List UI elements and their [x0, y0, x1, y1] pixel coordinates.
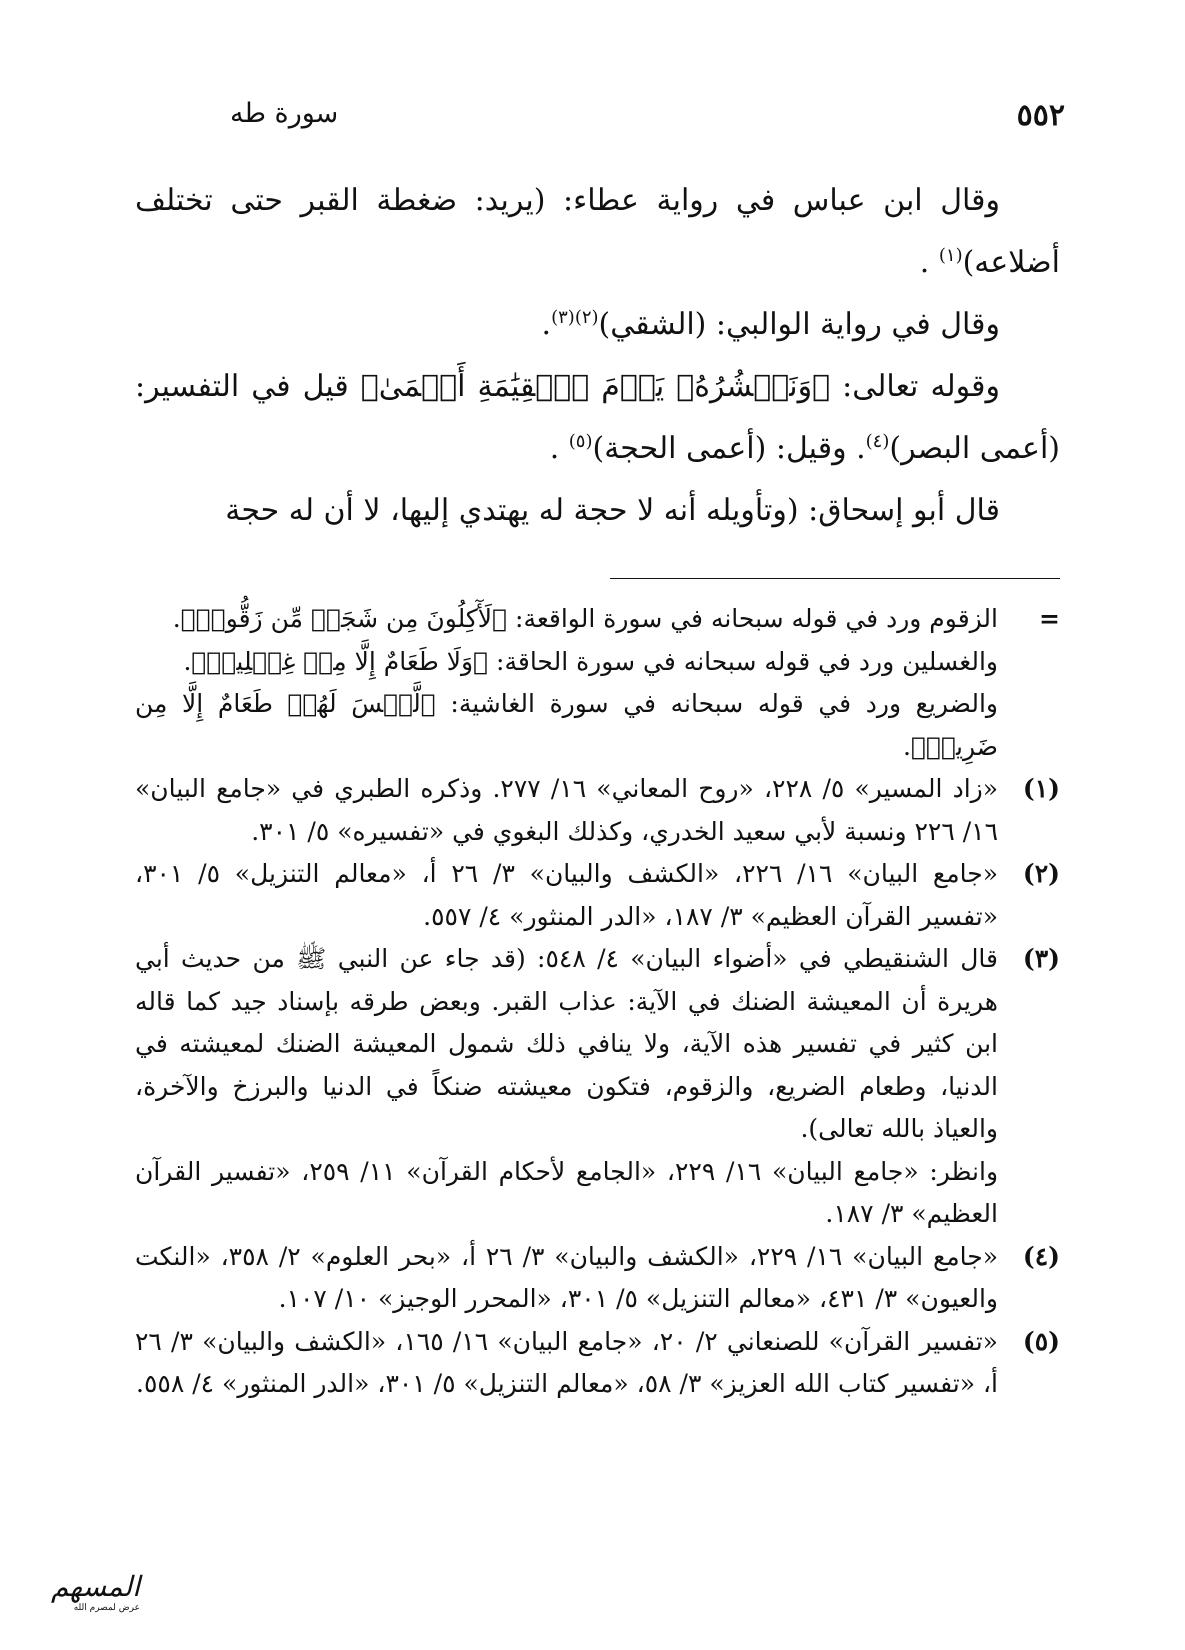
quran-verse: ﴿لَأٓكِلُونَ مِن شَجَرٖ مِّن زَقُّومٖ﴾	[180, 604, 508, 633]
footnote-number: (٣)	[1022, 944, 1060, 973]
footnote-3	[135, 938, 1060, 1236]
paragraph-3-text-c: . وقيل: (أعمى الحجة)	[592, 431, 866, 466]
paragraph-4: قال أبو إسحاق: (وتأويله أنه لا حجة له يهتدي إليها، لا أن له حجة	[225, 493, 1000, 528]
page-number: ٥٥٢	[1016, 98, 1065, 133]
footnote-text: «جامع البيان» ١٦/ ٢٢٦، «الكشف والبيان» ٣/ ٢٦ أ، «معالم التنزيل» ٥/ ٣٠١، «تفسير القرآن العظيم» ٣/ ١٨٧، «الدر المنثور» ٤/ ٥٥٧.	[135, 859, 998, 931]
continuation-mark: =	[1039, 604, 1060, 633]
publisher-stamp-logo	[20, 1570, 140, 1634]
footnote-text-see-also: وانظر: «جامع البيان» ١٦/ ٢٢٩، «الجامع لأحكام القرآن» ١١/ ٢٥٩، «تفسير القرآن العظيم» ٣/ ١٨٧.	[135, 1156, 999, 1228]
footnote-ref-5: (٥)	[568, 431, 593, 452]
footnote-number: (٤)	[1022, 1241, 1060, 1271]
footnote-2	[135, 853, 1060, 938]
continuation-line-2	[135, 641, 998, 684]
footnote-number: (١)	[1022, 774, 1060, 803]
paragraph-2-text: وقال في رواية الوالبي: (الشقي)	[598, 307, 1000, 342]
running-title: سورة طه	[230, 98, 339, 129]
paragraph-3-end: .	[549, 431, 569, 466]
continuation-text-2: والغسلين ورد في قوله سبحانه في سورة الحاقة:	[488, 646, 998, 676]
footnote-text: «زاد المسير» ٥/ ٢٢٨، «روح المعاني» ١٦/ ٢٧٧. وذكره الطبري في «جامع البيان» ١٦/ ٢٢٦ ونسبة لأبي سعيد الخدري، وكذلك البغوي في «تفسيره» ٥/ ٣٠١.	[135, 774, 999, 846]
stamp-subtext: عرض لمصرم الله	[73, 1603, 140, 1613]
continuation-line-3	[135, 683, 998, 768]
main-text	[135, 170, 1060, 542]
continuation-text-1: الزقوم ورد في قوله سبحانه في سورة الواقعة:	[507, 604, 998, 633]
continuation-text-3: والضريع ورد في قوله سبحانه في سورة الغاشية:	[435, 689, 999, 718]
quran-verse: ﴿وَنَحۡشُرُهُۥ يَوۡمَ ٱلۡقِيَٰمَةِ أَعۡمَىٰ﴾	[360, 369, 831, 404]
paragraph-2	[135, 294, 1060, 356]
footnote-text: «جامع البيان» ١٦/ ٢٢٩، «الكشف والبيان» ٣/ ٢٦ أ، «بحر العلوم» ٢/ ٣٥٨، «النكت والعيون» ٣/ ٤٣١، «معالم التنزيل» ٥/ ٣٠١، «المحرر الوجيز» ١٠/ ١٠٧.	[135, 1241, 999, 1313]
paragraph-3-text-b: قيل في التفسير: (أعمى البصر)	[135, 369, 1060, 466]
quran-verse: ﴿لَّيۡسَ لَهُمۡ طَعَامٌ إِلَّا مِن ضَرِيعٖ﴾	[135, 689, 998, 761]
footnote-4	[135, 1236, 1060, 1321]
continuation-end-3: .	[903, 731, 911, 761]
page-header	[120, 98, 1065, 138]
paragraph-2-end: .	[541, 307, 552, 342]
continuation-end-1: .	[172, 604, 181, 633]
paragraph-1-end: .	[919, 245, 939, 280]
continuation-end-2: .	[183, 646, 192, 676]
continuation-line-1	[135, 598, 998, 641]
footnote-continuation	[135, 598, 1060, 768]
quran-verse: ﴿وَلَا طَعَامٌ إِلَّا مِنۡ غِسۡلِينٖ﴾	[191, 646, 489, 676]
footnote-number: (٢)	[1022, 859, 1060, 888]
footnote-ref-4: (٤)	[865, 431, 890, 452]
footnote-ref-2-3: (٢)(٣)	[551, 307, 599, 328]
paragraph-1-text: وقال ابن عباس في رواية عطاء: (يريد: ضغطة القبر حتى تختلف أضلاعه)	[135, 183, 1060, 280]
footnote-5	[135, 1321, 1060, 1406]
stamp-text: المسهم	[50, 1570, 140, 1603]
footnote-ref-1: (١)	[938, 245, 963, 266]
paragraph-3	[135, 356, 1060, 480]
footnote-text: قال الشنقيطي في «أضواء البيان» ٤/ ٥٤٨: (قد جاء عن النبي ﷺ من حديث أبي هريرة أن المعيشة الضنك في الآية: عذاب القبر. وبعض طرقه بإسناد جيد كما قاله ابن كثير في تفسير هذه الآية، ولا ينافي ذلك شمول المعيشة الضنك لمعيشته في الدنيا، وطعام الضريع، والزقوم، فتكون معيشته ضنكاً في الدنيا والبرزخ والآخرة، والعياذ بالله تعالى).	[135, 944, 998, 1143]
footnote-1	[135, 768, 1060, 853]
footnotes	[135, 598, 1060, 1406]
paragraph-1	[135, 170, 1060, 294]
footnote-divider	[610, 578, 1060, 579]
footnote-text: «تفسير القرآن» للصنعاني ٢/ ٢٠، «جامع البيان» ١٦/ ١٦٥، «الكشف والبيان» ٣/ ٢٦ أ، «تفسير كتاب الله العزيز» ٣/ ٥٨، «معالم التنزيل» ٥/ ٣٠١، «الدر المنثور» ٤/ ٥٥٨.	[135, 1326, 998, 1398]
paragraph-3-text-a: وقوله تعالى:	[830, 369, 1000, 404]
footnote-number: (٥)	[1022, 1326, 1060, 1356]
